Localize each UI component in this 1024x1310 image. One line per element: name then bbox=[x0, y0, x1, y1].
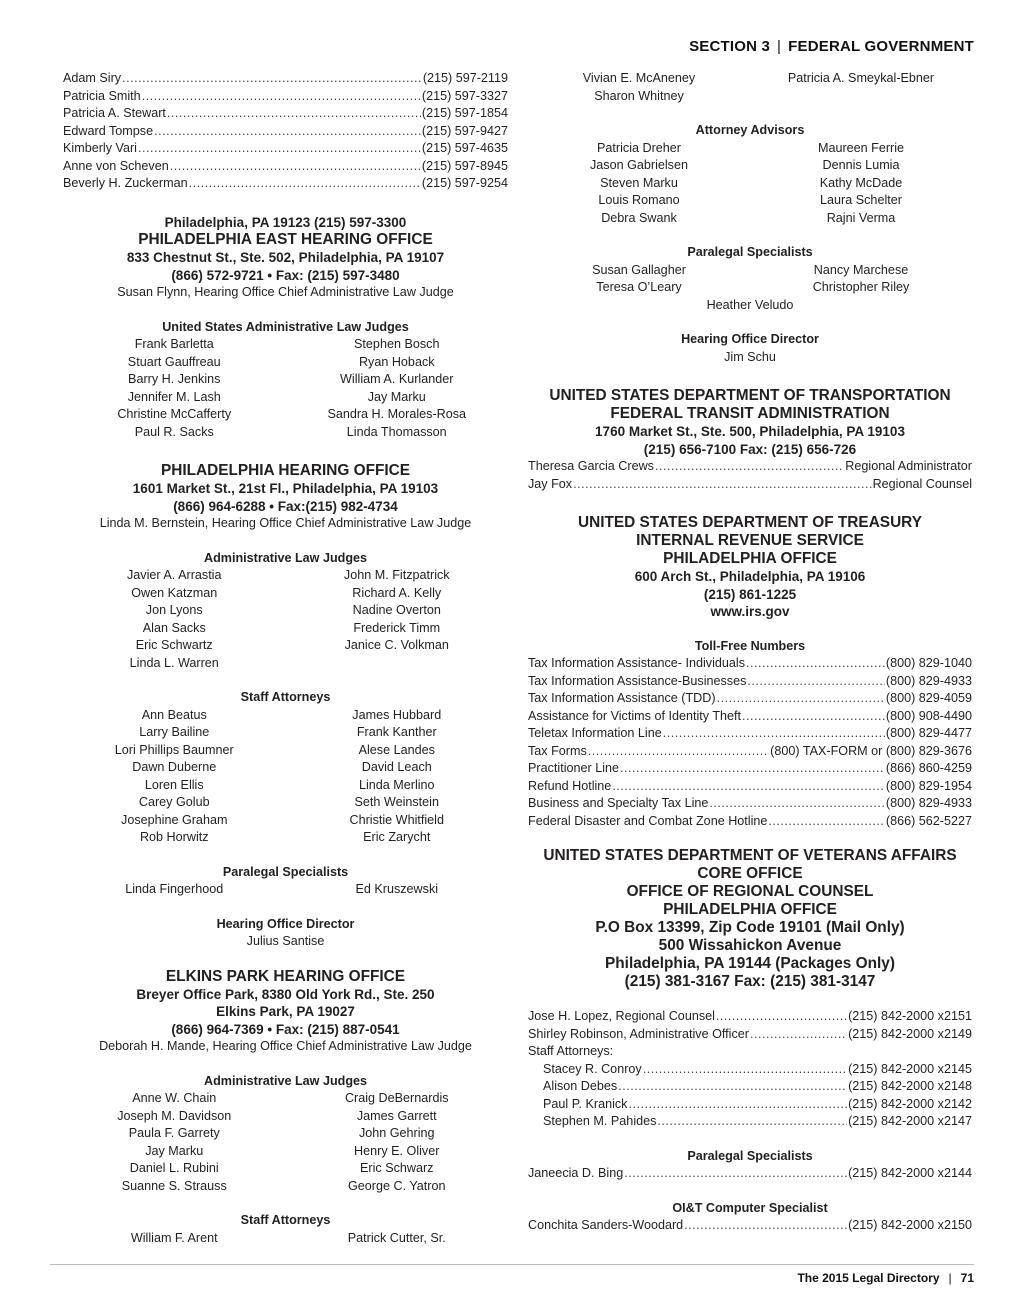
judges-heading: Administrative Law Judges bbox=[203, 550, 368, 565]
list-item: Patricia Dreher bbox=[597, 140, 681, 155]
list-item: Nancy Marchese bbox=[813, 262, 909, 277]
list-item: Stephen M. Pahides ..... (215) 842-2000 x2147 bbox=[528, 1113, 972, 1131]
list-item: Stuart Gauffreau bbox=[127, 354, 221, 369]
agency-title: UNITED STATES DEPARTMENT OF TRANSPORTATION bbox=[549, 387, 951, 404]
list-item: William F. Arent bbox=[130, 1230, 218, 1245]
paralegal-list bbox=[63, 881, 508, 899]
list-item: Tax Forms ..... (800) TAX-FORM or (800) 829-3676 bbox=[528, 743, 972, 761]
staff-attorneys-list bbox=[63, 707, 508, 847]
list-item: Eric Schwarz bbox=[360, 1161, 434, 1175]
list-item: Alison Debes ..... (215) 842-2000 x2148 bbox=[528, 1078, 972, 1096]
judges-heading: Administrative Law Judges bbox=[203, 1073, 368, 1088]
dot-leader bbox=[138, 140, 421, 158]
director-name: Jim Schu bbox=[724, 349, 776, 364]
dot-leader bbox=[189, 175, 421, 193]
east-hearing-office bbox=[63, 214, 508, 442]
list-item: George C. Yatron bbox=[347, 1178, 446, 1193]
list-item: James Garrett bbox=[356, 1108, 437, 1123]
oit-heading: OI&T Computer Specialist bbox=[672, 1200, 828, 1215]
dot-leader bbox=[746, 655, 885, 673]
list-item: Frederick Timm bbox=[353, 620, 441, 635]
left-column bbox=[63, 70, 508, 1247]
agency-subtitle: CORE OFFICE bbox=[697, 865, 803, 882]
list-item: Nadine Overton bbox=[352, 603, 441, 617]
section-label: SECTION 3 bbox=[689, 38, 771, 55]
list-item: Henry E. Oliver bbox=[354, 1143, 440, 1158]
list-item: Jose H. Lopez, Regional Counsel ..... (215) 842-2000 x2151 bbox=[528, 1008, 972, 1026]
office-title: PHILADELPHIA EAST HEARING OFFICE bbox=[138, 231, 433, 248]
list-item: Seth Weinstein bbox=[354, 795, 439, 809]
list-item: Anne von Scheven ..... (215) 597-8945 bbox=[63, 158, 508, 176]
list-item: Josephine Graham bbox=[121, 812, 228, 827]
list-item bbox=[750, 88, 972, 106]
list-item: Maureen Ferrie bbox=[817, 140, 905, 155]
office-street-address: 500 Wissahickon Avenue bbox=[658, 937, 842, 954]
list-item: Larry Bailine bbox=[139, 725, 210, 739]
section-title: FEDERAL GOVERNMENT bbox=[788, 38, 974, 55]
list-item: Business and Specialty Tax Line ..... (800) 829-4933 bbox=[528, 795, 972, 813]
dot-leader bbox=[620, 760, 885, 778]
list-item: Linda Thomasson bbox=[346, 424, 447, 439]
office-name: PHILADELPHIA OFFICE bbox=[663, 550, 837, 567]
office-phone: (866) 964-6288 • Fax:(215) 982-4734 bbox=[173, 498, 398, 514]
judges-list bbox=[63, 567, 508, 672]
list-item: Louis Romano bbox=[598, 193, 680, 207]
list-item: Heather Veludo bbox=[706, 297, 794, 312]
list-item: Rajni Verma bbox=[826, 210, 896, 225]
list-item: Rob Horwitz bbox=[139, 830, 209, 844]
dot-leader bbox=[655, 458, 844, 476]
office-chief: Deborah H. Mande, Hearing Office Chief Administrative Law Judge bbox=[99, 1039, 472, 1053]
list-item: Craig DeBernardis bbox=[344, 1091, 449, 1105]
dot-leader bbox=[709, 795, 884, 813]
office-phone: (215) 861-1225 bbox=[703, 586, 797, 602]
footer-divider bbox=[50, 1264, 974, 1265]
list-item: Tax Information Assistance (TDD) ..... (800) 829-4059 bbox=[528, 690, 972, 708]
veterans-affairs-section bbox=[528, 847, 972, 1235]
publication-title: The 2015 Legal Directory bbox=[797, 1271, 940, 1285]
agency-title: UNITED STATES DEPARTMENT OF VETERANS AFFAIRS bbox=[543, 847, 957, 864]
list-item: Paul R. Sacks bbox=[134, 424, 214, 439]
list-item: Alese Landes bbox=[358, 742, 435, 757]
dot-leader bbox=[624, 1165, 847, 1183]
list-item: Eric Schwartz bbox=[135, 638, 213, 652]
list-item: Eric Zarycht bbox=[363, 830, 431, 844]
dot-leader bbox=[170, 158, 421, 176]
list-item: Laura Schelter bbox=[820, 193, 902, 207]
office-address: 833 Chestnut St., Ste. 502, Philadelphia, PA 19107 bbox=[126, 250, 445, 265]
dot-leader bbox=[768, 813, 884, 831]
director-heading: Hearing Office Director bbox=[216, 916, 355, 931]
list-item: Stephen Bosch bbox=[354, 337, 440, 351]
judges-heading: United States Administrative Law Judges bbox=[162, 319, 409, 334]
dot-leader bbox=[663, 725, 885, 743]
list-item: Jay Marku bbox=[367, 389, 426, 404]
list-item: Ryan Hoback bbox=[358, 354, 435, 369]
list-item: Jason Gabrielsen bbox=[589, 158, 688, 172]
list-item: Edward Tompse ..... (215) 597-9427 bbox=[63, 123, 508, 141]
list-item: Jon Lyons bbox=[145, 603, 203, 617]
list-item: Ed Kruszewski bbox=[355, 882, 439, 896]
office-title: PHILADELPHIA HEARING OFFICE bbox=[160, 462, 411, 479]
dot-leader bbox=[618, 1078, 847, 1096]
list-item: Beverly H. Zuckerman ..... (215) 597-9254 bbox=[63, 175, 508, 193]
list-item: Patricia Smith ..... (215) 597-3327 bbox=[63, 88, 508, 106]
agency-subtitle: FEDERAL TRANSIT ADMINISTRATION bbox=[610, 405, 890, 422]
list-item: Sandra H. Morales-Rosa bbox=[327, 407, 467, 421]
list-item: Teresa O’Leary bbox=[596, 280, 682, 294]
list-item: Refund Hotline ..... (800) 829-1954 bbox=[528, 778, 972, 796]
list-item: Suanne S. Strauss bbox=[121, 1178, 227, 1193]
dot-leader bbox=[684, 1217, 847, 1235]
list-item: Dennis Lumia bbox=[822, 158, 900, 172]
dot-leader bbox=[742, 708, 885, 726]
dot-transit-section bbox=[528, 387, 972, 493]
list-item: Janice C. Volkman bbox=[344, 638, 449, 652]
director-name: Julius Santise bbox=[246, 934, 325, 948]
list-item: Stacey R. Conroy ..... (215) 842-2000 x2145 bbox=[528, 1061, 972, 1079]
list-item: Conchita Sanders-Woodard ..... (215) 842-2000 x2150 bbox=[528, 1217, 972, 1235]
list-item: Barry H. Jenkins bbox=[128, 372, 221, 386]
list-item: Ann Beatus bbox=[141, 707, 207, 722]
list-item: Paul P. Kranick ..... (215) 842-2000 x2142 bbox=[528, 1096, 972, 1114]
continued-names bbox=[528, 70, 972, 105]
list-item: Shirley Robinson, Administrative Officer ..... (215) 842-2000 x2149 bbox=[528, 1026, 972, 1044]
list-item: Jay Fox ..... Regional Counsel bbox=[528, 476, 972, 494]
dot-leader bbox=[122, 70, 422, 88]
office-city: Elkins Park, PA 19027 bbox=[216, 1004, 355, 1019]
list-item: Sharon Whitney bbox=[594, 88, 684, 103]
list-item: James Hubbard bbox=[352, 707, 442, 722]
list-item: Paula F. Garrety bbox=[128, 1126, 220, 1140]
list-item: Patricia A. Smeykal-Ebner bbox=[787, 71, 935, 85]
list-item: Frank Kanther bbox=[356, 725, 437, 739]
dot-leader bbox=[167, 105, 421, 123]
office-address: Breyer Office Park, 8380 Old York Rd., Ste. 250 bbox=[136, 986, 435, 1002]
office-title: ELKINS PARK HEARING OFFICE bbox=[165, 967, 406, 985]
dot-leader bbox=[628, 1096, 847, 1114]
office-address: 1760 Market St., Ste. 500, Philadelphia, PA 19103 bbox=[595, 424, 905, 439]
list-item: Teletax Information Line ..... (800) 829-4477 bbox=[528, 725, 972, 743]
list-item: Frank Barletta bbox=[134, 337, 214, 351]
list-item: Debra Swank bbox=[601, 210, 677, 225]
dot-leader bbox=[588, 743, 769, 761]
office-phone: (215) 656-7100 Fax: (215) 656-726 bbox=[643, 441, 857, 457]
list-item: Tax Information Assistance-Businesses ..... (800) 829-4933 bbox=[528, 673, 972, 691]
staff-attorneys-list bbox=[63, 1230, 508, 1248]
list-item: Assistance for Victims of Identity Theft ..... (800) 908-4490 bbox=[528, 708, 972, 726]
footer-separator: | bbox=[948, 1271, 952, 1285]
list-item: Loren Ellis bbox=[144, 777, 204, 792]
office-preline: Philadelphia, PA 19123 (215) 597-3300 bbox=[164, 214, 407, 230]
dot-leader bbox=[657, 1113, 847, 1131]
list-item: Carey Golub bbox=[138, 795, 210, 809]
judges-list bbox=[63, 336, 508, 441]
list-item: Vivian E. McAneney bbox=[582, 71, 696, 85]
list-item: William A. Kurlander bbox=[340, 372, 454, 386]
office-phone: (866) 572-9721 • Fax: (215) 597-3480 bbox=[171, 267, 400, 283]
treasury-irs-section bbox=[528, 514, 972, 830]
header-divider: | bbox=[777, 38, 782, 55]
office-package-address: Philadelphia, PA 19144 (Packages Only) bbox=[605, 955, 895, 972]
judges-list bbox=[63, 1090, 508, 1195]
agency-subtitle: INTERNAL REVENUE SERVICE bbox=[636, 532, 864, 549]
office-chief: Linda M. Bernstein, Hearing Office Chief Administrative Law Judge bbox=[99, 516, 472, 530]
list-item bbox=[286, 655, 509, 673]
list-item: Linda Fingerhood bbox=[125, 882, 224, 896]
list-item: Theresa Garcia Crews ..... Regional Administrator bbox=[528, 458, 972, 476]
list-item: Alan Sacks bbox=[142, 620, 206, 635]
attorney-advisors-heading: Attorney Advisors bbox=[695, 123, 805, 137]
list-item: Jennifer M. Lash bbox=[127, 389, 221, 404]
list-item: Kathy McDade bbox=[819, 175, 903, 190]
page-header bbox=[689, 38, 974, 55]
list-item: Adam Siry ..... (215) 597-2119 bbox=[63, 70, 508, 88]
list-item: Patrick Cutter, Sr. bbox=[347, 1230, 446, 1245]
paralegal-heading: Paralegal Specialists bbox=[222, 864, 349, 879]
list-item: Daniel L. Rubini bbox=[129, 1161, 219, 1175]
dot-leader bbox=[750, 1026, 847, 1044]
list-item: Patricia A. Stewart ..... (215) 597-1854 bbox=[63, 105, 508, 123]
office-address: 600 Arch St., Philadelphia, PA 19106 bbox=[634, 569, 866, 584]
dot-leader bbox=[154, 123, 421, 141]
agency-title: UNITED STATES DEPARTMENT OF TREASURY bbox=[577, 514, 922, 531]
office-phone: (215) 381-3167 Fax: (215) 381-3147 bbox=[624, 973, 876, 990]
dot-leader bbox=[643, 1061, 847, 1079]
paralegal-heading: Paralegal Specialists bbox=[687, 245, 813, 259]
website-link[interactable]: www.irs.gov bbox=[710, 604, 790, 619]
list-item: Anne W. Chain bbox=[132, 1091, 217, 1105]
list-item: Kimberly Vari ..... (215) 597-4635 bbox=[63, 140, 508, 158]
staff-attorneys-label: Staff Attorneys: bbox=[528, 1044, 614, 1058]
list-item: Linda L. Warren bbox=[129, 655, 219, 670]
list-item: Christie Whitfield bbox=[349, 812, 444, 827]
list-item: Owen Katzman bbox=[131, 585, 218, 600]
list-item: John Gehring bbox=[358, 1126, 435, 1140]
office-mail-address: P.O Box 13399, Zip Code 19101 (Mail Only) bbox=[595, 919, 905, 936]
office-phone: (866) 964-7369 • Fax: (215) 887-0541 bbox=[171, 1021, 400, 1037]
philadelphia-hearing-office bbox=[63, 462, 508, 951]
toll-free-list bbox=[528, 655, 972, 830]
dot-leader bbox=[717, 690, 885, 708]
dot-leader bbox=[716, 1008, 847, 1026]
list-item: Susan Gallagher bbox=[592, 262, 686, 277]
list-item: Dawn Duberne bbox=[132, 760, 217, 774]
list-item: Steven Marku bbox=[600, 175, 678, 190]
office-name: OFFICE OF REGIONAL COUNSEL bbox=[626, 883, 874, 900]
office-location: PHILADELPHIA OFFICE bbox=[663, 901, 837, 918]
paralegal-list bbox=[528, 262, 972, 297]
page-footer bbox=[797, 1271, 974, 1285]
list-item: Christine McCafferty bbox=[117, 407, 232, 421]
list-item: Javier A. Arrastia bbox=[127, 568, 222, 582]
right-column bbox=[528, 70, 972, 1235]
list-item: Lori Phillips Baumner bbox=[114, 742, 234, 757]
list-item: Janeecia D. Bing ..... (215) 842-2000 x2144 bbox=[528, 1165, 972, 1183]
dot-leader bbox=[142, 88, 421, 106]
list-item: Linda Merlino bbox=[358, 777, 435, 792]
list-item: Richard A. Kelly bbox=[352, 585, 442, 600]
list-item: Practitioner Line ..... (866) 860-4259 bbox=[528, 760, 972, 778]
dot-leader bbox=[573, 476, 871, 494]
list-item: Christopher Riley bbox=[812, 280, 910, 294]
director-heading: Hearing Office Director bbox=[681, 332, 819, 346]
attorney-advisors-list bbox=[528, 140, 972, 228]
list-item: John M. Fitzpatrick bbox=[343, 568, 450, 582]
dot-leader bbox=[612, 778, 885, 796]
page-number: 71 bbox=[960, 1271, 974, 1285]
top-contact-list bbox=[63, 70, 508, 193]
elkins-park-hearing-office bbox=[63, 968, 508, 1248]
staff-attorneys-heading: Staff Attorneys bbox=[240, 1213, 331, 1227]
list-item: Federal Disaster and Combat Zone Hotline ..... (866) 562-5227 bbox=[528, 813, 972, 831]
staff-attorneys-heading: Staff Attorneys bbox=[240, 690, 331, 704]
paralegal-heading: Paralegal Specialists bbox=[687, 1148, 813, 1163]
office-chief: Susan Flynn, Hearing Office Chief Administrative Law Judge bbox=[117, 285, 454, 299]
list-item: Jay Marku bbox=[145, 1143, 204, 1158]
list-item: Tax Information Assistance- Individuals ..... (800) 829-1040 bbox=[528, 655, 972, 673]
dot-leader bbox=[747, 673, 884, 691]
toll-free-heading: Toll-Free Numbers bbox=[694, 638, 806, 653]
list-item: David Leach bbox=[361, 760, 432, 774]
office-address: 1601 Market St., 21st Fl., Philadelphia, PA 19103 bbox=[132, 481, 439, 496]
list-item: Joseph M. Davidson bbox=[117, 1108, 232, 1123]
